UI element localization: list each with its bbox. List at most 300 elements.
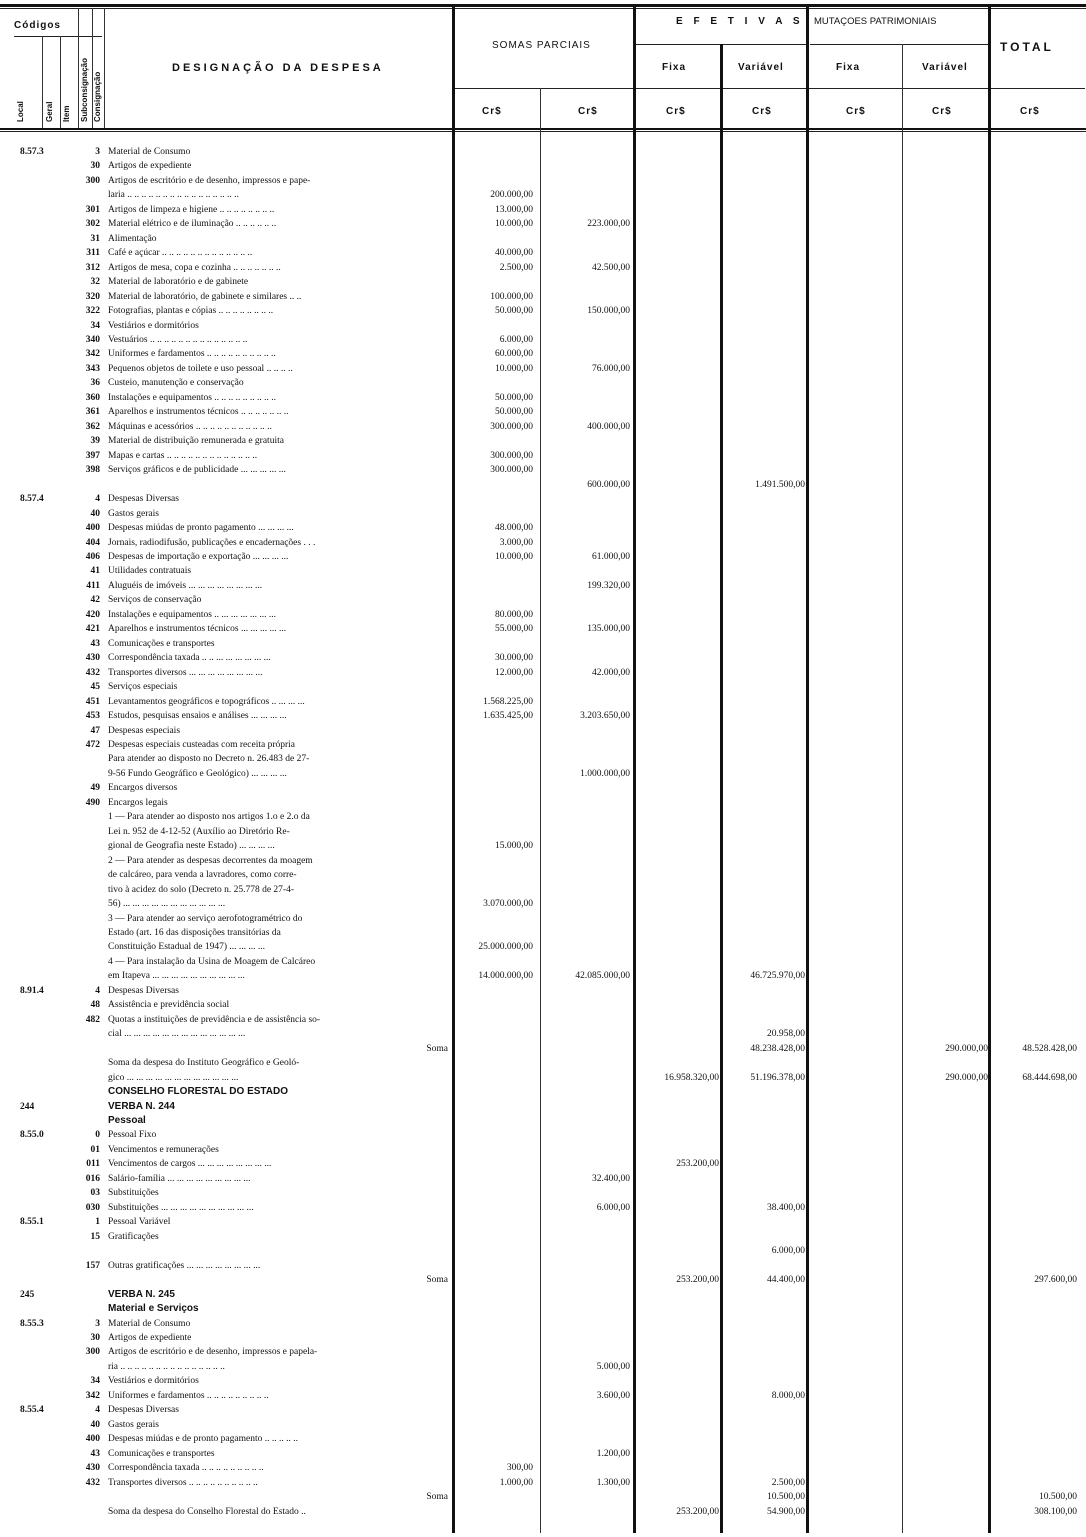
row-subconsignacao: 42 <box>90 595 100 606</box>
table-row <box>0 753 1086 765</box>
somas-parciais-header: SOMAS PARCIAIS <box>492 40 591 51</box>
row-subconsignacao: 15 <box>90 1231 100 1242</box>
soma-parcial-2: 3.203.650,00 <box>580 711 630 722</box>
row-description: Estado (art. 16 das disposições transitórias da <box>108 928 281 938</box>
row-code: 8.57.3 <box>20 147 44 157</box>
table-row <box>0 840 1086 852</box>
row-subconsignacao: 300 <box>85 175 100 186</box>
row-subconsignacao: 01 <box>90 1144 100 1155</box>
top-rule-thin <box>0 8 1086 9</box>
row-code: 8.55.4 <box>20 1405 44 1416</box>
codigos-header: Códigos <box>14 20 61 31</box>
designacao-header: DESIGNAÇÃO DA DESPESA <box>172 62 384 74</box>
table-row <box>0 1462 1086 1474</box>
row-subconsignacao: 49 <box>90 783 100 794</box>
total-value: 68.444.698,00 <box>1022 1072 1077 1083</box>
row-subconsignacao: 342 <box>85 349 100 360</box>
row-subconsignacao: 43 <box>90 638 100 649</box>
row-subconsignacao: 490 <box>85 797 100 808</box>
row-subconsignacao: 0 <box>95 1130 100 1141</box>
row-description: Custeio, manutenção e conservação <box>108 378 244 389</box>
table-row <box>0 927 1086 939</box>
row-description: Fotografias, plantas e cópias .. .. .. .. .. .. .. .. <box>108 306 274 317</box>
row-description: 9-56 Fundo Geográfico e Geológico) ... ... ... ... <box>108 768 287 779</box>
row-description: em Itapeva ... ... ... ... ... ... ... ... ... ... <box>108 971 245 982</box>
soma-parcial-1: 30.000,00 <box>495 653 533 664</box>
row-description: Lei n. 952 de 4-12-52 (Auxílio ao Diretório Re- <box>108 826 290 837</box>
row-subconsignacao: 32 <box>90 277 100 288</box>
row-subconsignacao: 343 <box>85 363 100 374</box>
row-description: Jornais, radiodifusão, publicações e encadernações . . . <box>108 537 316 548</box>
table-row <box>0 999 1086 1011</box>
row-description: Pessoal Fixo <box>108 1130 157 1141</box>
table-row <box>0 377 1086 389</box>
table-row <box>0 869 1086 881</box>
row-description: Soma da despesa do Instituto Geográfico e Geoló- <box>108 1058 300 1069</box>
row-description: de calcáreo, para venda a lavradores, como corre- <box>108 870 297 881</box>
table-row <box>0 970 1086 982</box>
table-row <box>0 204 1086 216</box>
table-row <box>0 884 1086 896</box>
row-description: Alimentação <box>108 233 157 244</box>
row-description: Artigos de mesa, copa e cozinha .. .. .. .. .. .. .. <box>108 262 281 273</box>
item-col-header: Item <box>62 105 71 122</box>
soma-parcial-1: 48.000,00 <box>495 523 533 534</box>
soma-parcial-1: 50.000,00 <box>495 392 533 403</box>
soma-parcial-1: 25.000.000,00 <box>478 942 533 953</box>
soma-parcial-1: 1.635.425,00 <box>483 711 533 722</box>
soma-parcial-1: 14.000.000,00 <box>478 971 533 982</box>
table-row <box>0 623 1086 635</box>
row-subconsignacao: 362 <box>85 421 100 432</box>
table-row <box>0 175 1086 187</box>
row-subconsignacao: 322 <box>85 306 100 317</box>
row-subconsignacao: 340 <box>85 335 100 346</box>
row-description: 56) ... ... ... ... ... ... ... ... ... ... ... <box>108 899 226 910</box>
soma-parcial-1: 50.000,00 <box>495 306 533 317</box>
table-row <box>0 233 1086 245</box>
row-description: Máquinas e acessórios .. .. .. .. .. .. .. .. .. .. .. <box>108 421 272 432</box>
row-subconsignacao: 311 <box>86 248 100 259</box>
efetiva-variavel: 46.725.970,00 <box>750 971 805 982</box>
currency-somas-1: Cr$ <box>482 106 502 117</box>
row-description: Comunicações e transportes <box>108 1448 215 1459</box>
row-subconsignacao: 34 <box>90 320 100 331</box>
soma-parcial-1: 100.000,00 <box>490 291 533 302</box>
table-row <box>0 1506 1086 1518</box>
row-description: Despesas Diversas <box>108 494 179 505</box>
table-row <box>0 334 1086 346</box>
table-row <box>0 276 1086 288</box>
row-code: 244 <box>20 1101 35 1112</box>
row-description: Vestiários e dormitórios <box>108 1376 199 1387</box>
currency-mut-variavel: Cr$ <box>932 106 952 117</box>
table-row <box>0 797 1086 809</box>
soma-parcial-1: 10.000,00 <box>495 363 533 374</box>
row-subconsignacao: 30 <box>90 1332 100 1343</box>
row-subconsignacao: 342 <box>85 1390 100 1401</box>
row-description: Soma <box>426 1275 448 1286</box>
table-row <box>0 537 1086 549</box>
table-row <box>0 1448 1086 1460</box>
table-row <box>0 160 1086 172</box>
row-subconsignacao: 420 <box>85 609 100 620</box>
soma-parcial-2: 76.000,00 <box>592 363 630 374</box>
table-row <box>0 450 1086 462</box>
soma-parcial-2: 42.000,00 <box>592 667 630 678</box>
soma-parcial-1: 300,00 <box>506 1463 533 1474</box>
table-row <box>0 1173 1086 1185</box>
row-description: Vencimentos e remunerações <box>108 1144 219 1155</box>
table-row <box>0 479 1086 491</box>
row-description: Gastos gerais <box>108 508 159 519</box>
table-row <box>0 898 1086 910</box>
row-description: laria .. .. .. .. .. .. .. .. .. .. .. .. .. .. .. .. <box>108 190 239 201</box>
row-subconsignacao: 3 <box>95 147 100 157</box>
row-description: Artigos de escritório e de desenho, impressos e papela- <box>108 1347 318 1358</box>
soma-parcial-1: 6.000,00 <box>499 335 533 346</box>
row-subconsignacao: 398 <box>85 465 100 476</box>
row-subconsignacao: 301 <box>85 204 100 215</box>
row-description: Soma da despesa do Conselho Florestal do Estado .. <box>108 1506 306 1517</box>
row-subconsignacao: 40 <box>90 1419 100 1430</box>
table-row <box>0 1491 1086 1503</box>
table-row <box>0 1144 1086 1156</box>
table-row <box>0 1390 1086 1402</box>
table-row <box>0 493 1086 505</box>
row-description: Encargos diversos <box>108 783 178 794</box>
row-description: Aparelhos e instrumentos técnicos ... ... ... ... ... <box>108 624 287 635</box>
table-row <box>0 1129 1086 1141</box>
row-subconsignacao: 361 <box>85 407 100 418</box>
soma-parcial-2: 400.000,00 <box>587 421 630 432</box>
table-row <box>0 291 1086 303</box>
table-row <box>0 1101 1086 1113</box>
row-description: CONSELHO FLORESTAL DO ESTADO <box>108 1086 289 1098</box>
row-description: Para atender ao disposto no Decreto n. 26.483 de 27- <box>108 754 310 765</box>
row-subconsignacao: 482 <box>85 1014 100 1025</box>
row-description: 1 — Para atender ao disposto nos artigos 1.o e 2.o da <box>108 812 310 823</box>
soma-parcial-1: 300.000,00 <box>490 450 533 461</box>
efetivas-header: E F E T I V A S <box>676 16 804 27</box>
row-subconsignacao: 31 <box>90 233 100 244</box>
row-subconsignacao: 45 <box>90 682 100 693</box>
table-row <box>0 941 1086 953</box>
soma-parcial-1: 300.000,00 <box>490 421 533 432</box>
row-description: Uniformes e fardamentos .. .. .. .. .. .. .. .. .. <box>108 1390 269 1401</box>
currency-fixa: Cr$ <box>666 106 686 117</box>
row-subconsignacao: 360 <box>85 392 100 403</box>
table-row <box>0 580 1086 592</box>
table-row <box>0 189 1086 201</box>
row-description: Material de laboratório, de gabinete e similares .. .. <box>108 291 302 302</box>
code-divider-4 <box>92 8 93 128</box>
row-description: Pessoal Variável <box>108 1217 171 1228</box>
mutacao-variavel-header: Variável <box>922 62 968 73</box>
table-row <box>0 1419 1086 1431</box>
row-subconsignacao: 34 <box>90 1376 100 1387</box>
row-description: Levantamentos geográficos e topográficos .. ... ... ... <box>108 696 305 707</box>
row-description: Material de distribuição remunerada e gratuita <box>108 436 284 447</box>
total-value: 297.600,00 <box>1034 1275 1077 1286</box>
table-row <box>0 1260 1086 1272</box>
row-subconsignacao: 47 <box>90 725 100 736</box>
row-subconsignacao: 453 <box>85 711 100 722</box>
table-row <box>0 247 1086 259</box>
row-description: VERBA N. 245 <box>108 1288 175 1300</box>
table-row <box>0 1318 1086 1330</box>
row-description: Pessoal <box>108 1115 146 1127</box>
row-description: Material de laboratório e de gabinete <box>108 277 249 288</box>
row-subconsignacao: 400 <box>85 1434 100 1445</box>
soma-parcial-1: 60.000,00 <box>495 349 533 360</box>
row-description: Vestuários .. .. .. .. .. .. .. .. .. .. .. .. .. .. <box>108 335 248 346</box>
soma-parcial-2: 1.200,00 <box>596 1448 630 1459</box>
currency-total: Cr$ <box>1020 106 1040 117</box>
row-description: Salário-família ... ... ... ... ... ... ... ... ... <box>108 1173 251 1184</box>
total-value: 48.528.428,00 <box>1022 1043 1077 1054</box>
row-description: Café e açúcar .. .. .. .. .. .. .. .. .. .. .. .. .. <box>108 248 253 259</box>
soma-parcial-2: 6.000,00 <box>596 1202 630 1213</box>
row-description: Substituições <box>108 1188 159 1199</box>
efetiva-variavel: 51.196.378,00 <box>750 1072 805 1083</box>
table-row <box>0 696 1086 708</box>
row-subconsignacao: 432 <box>85 1477 100 1488</box>
soma-parcial-1: 12.000,00 <box>495 667 533 678</box>
row-description: Despesas Diversas <box>108 1405 179 1416</box>
soma-parcial-2: 5.000,00 <box>596 1361 630 1372</box>
efetiva-variavel: 6.000,00 <box>771 1246 805 1257</box>
efetiva-variavel-header: Variável <box>738 62 784 73</box>
row-subconsignacao: 4 <box>95 494 100 505</box>
table-row <box>0 710 1086 722</box>
row-description: Instalações e equipamentos .. ... ... ... ... ... ... <box>108 609 277 620</box>
table-row <box>0 1028 1086 1040</box>
table-row <box>0 348 1086 360</box>
row-subconsignacao: 41 <box>90 566 100 577</box>
table-row <box>0 913 1086 925</box>
soma-parcial-1: 40.000,00 <box>495 248 533 259</box>
row-description: Material e Serviços <box>108 1303 199 1315</box>
table-row <box>0 1043 1086 1055</box>
row-code: 8.57.4 <box>20 494 44 505</box>
soma-parcial-2: 150.000,00 <box>587 306 630 317</box>
efetiva-fixa-header: Fixa <box>662 62 687 73</box>
soma-parcial-2: 42.085.000,00 <box>575 971 630 982</box>
table-row <box>0 1057 1086 1069</box>
row-subconsignacao: 421 <box>85 624 100 635</box>
row-subconsignacao: 312 <box>85 262 100 273</box>
efetiva-variavel: 48.238.428,00 <box>750 1043 805 1054</box>
row-description: Vestiários e dormitórios <box>108 320 199 331</box>
mutacao-variavel: 290.000,00 <box>945 1043 988 1054</box>
mutacao-fixa-header: Fixa <box>836 62 861 73</box>
efetiva-variavel: 2.500,00 <box>771 1477 805 1488</box>
row-description: Outras gratificações ... ... ... ... ... ... ... ... <box>108 1260 261 1271</box>
table-row <box>0 1072 1086 1084</box>
table-row <box>0 826 1086 838</box>
mutacoes-header: MUTAÇOES PATRIMONIAIS <box>814 16 937 27</box>
total-header: TOTAL <box>1000 40 1054 54</box>
row-subconsignacao: 011 <box>86 1159 100 1170</box>
table-row <box>0 609 1086 621</box>
table-row <box>0 146 1086 158</box>
soma-parcial-2: 1.300,00 <box>596 1477 630 1488</box>
table-row <box>0 435 1086 447</box>
efetiva-variavel: 1.491.500,00 <box>755 479 805 490</box>
table-row <box>0 421 1086 433</box>
row-description: Quotas a instituições de previdência e de assistência so- <box>108 1014 321 1025</box>
code-divider-2 <box>60 36 61 128</box>
row-subconsignacao: 451 <box>85 696 100 707</box>
soma-parcial-2: 61.000,00 <box>592 551 630 562</box>
soma-parcial-2: 3.600,00 <box>596 1390 630 1401</box>
row-subconsignacao: 400 <box>85 523 100 534</box>
table-row <box>0 1115 1086 1127</box>
table-row <box>0 725 1086 737</box>
table-row <box>0 565 1086 577</box>
row-subconsignacao: 1 <box>95 1217 100 1228</box>
row-subconsignacao: 302 <box>85 219 100 230</box>
efetiva-variavel: 44.400,00 <box>767 1275 805 1286</box>
efetiva-variavel: 8.000,00 <box>771 1390 805 1401</box>
row-subconsignacao: 39 <box>90 436 100 447</box>
table-row <box>0 985 1086 997</box>
row-subconsignacao: 3 <box>95 1318 100 1329</box>
row-description: Soma <box>426 1492 448 1503</box>
row-description: Estudos, pesquisas ensaios e análises ... ... ... ... <box>108 711 287 722</box>
row-description: Correspondência taxada .. .. .. .. .. .. .. .. .. <box>108 1463 264 1474</box>
table-row <box>0 1187 1086 1199</box>
row-description: Mapas e cartas .. .. .. .. .. .. .. .. .. .. .. .. .. <box>108 450 258 461</box>
row-subconsignacao: 36 <box>90 378 100 389</box>
header-bottom-rule-thin <box>0 131 1086 132</box>
code-divider-1 <box>42 36 43 128</box>
table-row <box>0 652 1086 664</box>
row-code: 8.55.0 <box>20 1130 44 1141</box>
row-description: Despesas especiais custeadas com receita própria <box>108 739 296 750</box>
soma-parcial-2: 42.500,00 <box>592 262 630 273</box>
row-description: ria .. .. .. .. .. .. .. .. .. .. .. .. .. .. .. <box>108 1361 225 1372</box>
table-row <box>0 1361 1086 1373</box>
table-row <box>0 1346 1086 1358</box>
row-subconsignacao: 03 <box>90 1188 100 1199</box>
row-subconsignacao: 404 <box>85 537 100 548</box>
codigos-rule <box>14 36 102 37</box>
soma-parcial-2: 199.320,00 <box>587 580 630 591</box>
table-row <box>0 1231 1086 1243</box>
table-row <box>0 1303 1086 1315</box>
consignacao-col-header: Consignação <box>93 71 102 122</box>
row-description: 2 — Para atender as despesas decorrentes da moagem <box>108 855 313 866</box>
row-description: Aparelhos e instrumentos técnicos .. .. .. .. .. .. .. <box>108 407 289 418</box>
soma-parcial-1: 200.000,00 <box>490 190 533 201</box>
soma-parcial-1: 300.000,00 <box>490 465 533 476</box>
table-row <box>0 262 1086 274</box>
geral-col-header: Geral <box>45 101 54 122</box>
row-description: tivo à acidez do solo (Decreto n. 25.778 de 27-4- <box>108 884 294 895</box>
row-subconsignacao: 320 <box>85 291 100 302</box>
row-description: Substituições ... ... ... ... ... ... ... ... ... ... <box>108 1202 254 1213</box>
row-description: cial ... ... ... ... ... ... ... ... ... ... ... ... ... <box>108 1029 246 1040</box>
row-description: VERBA N. 244 <box>108 1100 175 1112</box>
row-description: Encargos legais <box>108 797 168 808</box>
row-subconsignacao: 016 <box>85 1173 100 1184</box>
table-row <box>0 1477 1086 1489</box>
row-code: 8.55.3 <box>20 1318 44 1329</box>
soma-parcial-1: 10.000,00 <box>495 551 533 562</box>
table-row <box>0 782 1086 794</box>
row-description: Artigos de limpeza e higiene .. .. .. .. .. .. .. .. <box>108 204 275 215</box>
table-row <box>0 1289 1086 1301</box>
row-description: Despesas miúdas e de pronto pagamento .. .. .. .. .. <box>108 1434 298 1445</box>
table-row <box>0 320 1086 332</box>
efetiva-fixa: 253.200,00 <box>676 1275 719 1286</box>
row-code: 8.91.4 <box>20 985 44 996</box>
row-description: Correspondência taxada .. .. ... ... ... ... ... ... <box>108 653 271 664</box>
table-row <box>0 956 1086 968</box>
row-description: Despesas miúdas de pronto pagamento ... ... ... ... <box>108 523 294 534</box>
subconsignacao-col-header: Subconsignação <box>80 57 89 122</box>
table-row <box>0 768 1086 780</box>
soma-parcial-2: 32.400,00 <box>592 1173 630 1184</box>
table-row <box>0 855 1086 867</box>
table-row <box>0 638 1086 650</box>
table-row <box>0 464 1086 476</box>
row-description: Gastos gerais <box>108 1419 159 1430</box>
total-value: 10.500,00 <box>1039 1492 1077 1503</box>
table-row <box>0 667 1086 679</box>
row-subconsignacao: 430 <box>85 1463 100 1474</box>
efetiva-variavel: 54.900,00 <box>767 1506 805 1517</box>
mutacao-variavel: 290.000,00 <box>945 1072 988 1083</box>
total-value: 308.100,00 <box>1034 1506 1077 1517</box>
soma-parcial-1: 1.568.225,00 <box>483 696 533 707</box>
table-row <box>0 218 1086 230</box>
table-row <box>0 1332 1086 1344</box>
row-description: Artigos de expediente <box>108 161 192 172</box>
row-description: Material de Consumo <box>108 147 191 157</box>
table-row <box>0 1014 1086 1026</box>
table-row <box>0 681 1086 693</box>
efetiva-fixa: 253.200,00 <box>676 1506 719 1517</box>
row-description: 4 — Para instalação da Usina de Moagem de Calcáreo <box>108 956 316 967</box>
row-description: Transportes diversos .. .. .. .. .. .. .. .. .. .. <box>108 1477 258 1488</box>
row-subconsignacao: 157 <box>85 1260 100 1271</box>
efetiva-variavel: 20.958,00 <box>767 1029 805 1040</box>
table-row <box>0 1245 1086 1257</box>
table-row <box>0 1086 1086 1098</box>
row-description: Despesas especiais <box>108 725 181 736</box>
row-description: Comunicações e transportes <box>108 638 215 649</box>
row-description: Gratificações <box>108 1231 159 1242</box>
row-subconsignacao: 432 <box>85 667 100 678</box>
row-subconsignacao: 406 <box>85 551 100 562</box>
soma-parcial-1: 1.000,00 <box>499 1477 533 1488</box>
row-subconsignacao: 300 <box>85 1347 100 1358</box>
row-description: Material de Consumo <box>108 1318 191 1329</box>
row-description: Assistência e previdência social <box>108 1000 230 1011</box>
row-code: 245 <box>20 1289 35 1300</box>
row-subconsignacao: 4 <box>95 1405 100 1416</box>
soma-parcial-1: 10.000,00 <box>495 219 533 230</box>
table-row <box>0 522 1086 534</box>
row-description: Constituição Estadual de 1947) ... ... ... ... <box>108 942 265 953</box>
currency-variavel: Cr$ <box>752 106 772 117</box>
currency-mut-fixa: Cr$ <box>846 106 866 117</box>
local-col-header: Local <box>16 101 25 122</box>
row-subconsignacao: 48 <box>90 1000 100 1011</box>
